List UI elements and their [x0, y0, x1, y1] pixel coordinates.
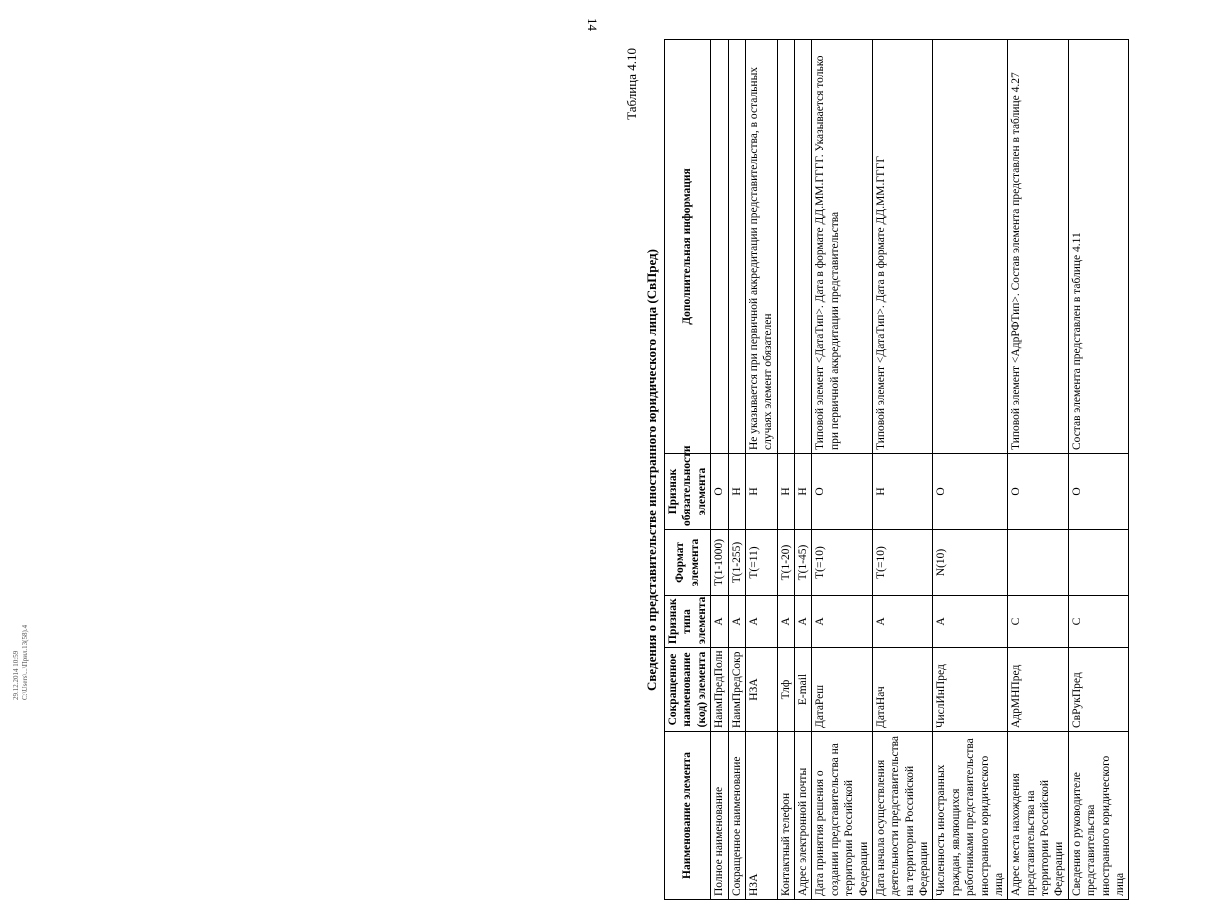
table-row	[711, 40, 728, 900]
cell-info: Не указывается при первичной аккредитации представительства, в остальных случаях элемент обязателен	[745, 40, 777, 454]
cell-code: СвРукПред	[1068, 648, 1129, 732]
cell-info	[933, 40, 1008, 454]
element-table	[664, 39, 1129, 900]
table-row	[777, 40, 794, 900]
table-row	[933, 40, 1008, 900]
cell-name: Дата принятия решения о создании представительства на территории Российской Федерации	[812, 732, 873, 900]
cell-format: T(1-45)	[795, 530, 812, 596]
cell-required: Н	[872, 454, 933, 530]
cell-name: Сведения о руководителе представительства иностранного юридического лица	[1068, 732, 1129, 900]
header-info: Дополнительная информация	[665, 40, 711, 454]
table-caption: Таблица 4.10	[624, 48, 639, 120]
cell-format	[1008, 530, 1069, 596]
cell-required: О	[1068, 454, 1129, 530]
cell-info	[728, 40, 745, 454]
table-row	[812, 40, 873, 900]
file-stamp	[12, 625, 30, 700]
cell-code: Тлф	[777, 648, 794, 732]
table-row	[745, 40, 777, 900]
cell-code: АдрМНПред	[1008, 648, 1069, 732]
cell-type: А	[711, 596, 728, 648]
cell-required: О	[933, 454, 1008, 530]
table-title: Сведения о представительстве иностранного юридического лица (СвПред)	[644, 249, 659, 691]
cell-type: А	[933, 596, 1008, 648]
cell-format: T(1-20)	[777, 530, 794, 596]
table-row	[795, 40, 812, 900]
table-row	[1008, 40, 1069, 900]
table-row	[872, 40, 933, 900]
cell-name: Дата начала осуществления деятельности представительства на территории Российской Федерации	[872, 732, 933, 900]
cell-type: А	[777, 596, 794, 648]
cell-code: НаимПредПолн	[711, 648, 728, 732]
stamp-line: C:\Users\...\Прил.13(58).4	[21, 624, 30, 700]
stamp-line: 29.12.2014 10:59	[12, 650, 20, 700]
cell-type: А	[812, 596, 873, 648]
cell-code: НаимПредСокр	[728, 648, 745, 732]
table-row	[728, 40, 745, 900]
cell-info: Типовой элемент <ДатаТип>. Дата в формате ДД.ММ.ГГГГ. Указывается только при первичной аккредитации представительства	[812, 40, 873, 454]
cell-info: Типовой элемент <ДатаТип>. Дата в формате ДД.ММ.ГГГГ	[872, 40, 933, 454]
cell-type: С	[1008, 596, 1069, 648]
cell-code: НЗА	[745, 648, 777, 732]
cell-name: Адрес электронной почты	[795, 732, 812, 900]
cell-format: T(1-255)	[728, 530, 745, 596]
cell-format	[1068, 530, 1129, 596]
page-number: 14	[585, 18, 600, 31]
header-code: Сокращенное наименование (код) элемента	[665, 648, 711, 732]
cell-format: T(=10)	[812, 530, 873, 596]
cell-format: N(10)	[933, 530, 1008, 596]
cell-code: ЧислИнПред	[933, 648, 1008, 732]
cell-info: Состав элемента представлен в таблице 4.11	[1068, 40, 1129, 454]
cell-name: Контактный телефон	[777, 732, 794, 900]
cell-code: ДатаНач	[872, 648, 933, 732]
cell-format: T(=11)	[745, 530, 777, 596]
cell-name: Полное наименование	[711, 732, 728, 900]
cell-name: Сокращенное наименование	[728, 732, 745, 900]
cell-required: О	[711, 454, 728, 530]
cell-info	[795, 40, 812, 454]
cell-type: А	[795, 596, 812, 648]
cell-required: Н	[777, 454, 794, 530]
cell-info: Типовой элемент <АдрРФТип>. Состав элемента представлен в таблице 4.27	[1008, 40, 1069, 454]
table-row	[1068, 40, 1129, 900]
cell-info	[711, 40, 728, 454]
rotated-page-content	[610, 40, 1210, 900]
cell-name: НЗА	[745, 732, 777, 900]
header-format: Формат элемента	[665, 530, 711, 596]
header-type: Признак типа элемента	[665, 596, 711, 648]
cell-type: А	[745, 596, 777, 648]
cell-required: О	[1008, 454, 1069, 530]
cell-required: О	[812, 454, 873, 530]
cell-type: А	[872, 596, 933, 648]
cell-type: А	[728, 596, 745, 648]
header-required: Признак обязательности элемента	[665, 454, 711, 530]
header-name: Наименование элемента	[665, 732, 711, 900]
table-header-row	[665, 40, 711, 900]
cell-code: ДатаРеш	[812, 648, 873, 732]
cell-required: Н	[795, 454, 812, 530]
cell-format: T(=10)	[872, 530, 933, 596]
cell-type: С	[1068, 596, 1129, 648]
cell-required: Н	[745, 454, 777, 530]
cell-name: Численность иностранных граждан, являющихся работниками представительства иностранного юридического лица	[933, 732, 1008, 900]
cell-name: Адрес места нахождения представительства на территории Российской Федерации	[1008, 732, 1069, 900]
cell-code: E-mail	[795, 648, 812, 732]
cell-required: Н	[728, 454, 745, 530]
cell-info	[777, 40, 794, 454]
cell-format: T(1-1000)	[711, 530, 728, 596]
